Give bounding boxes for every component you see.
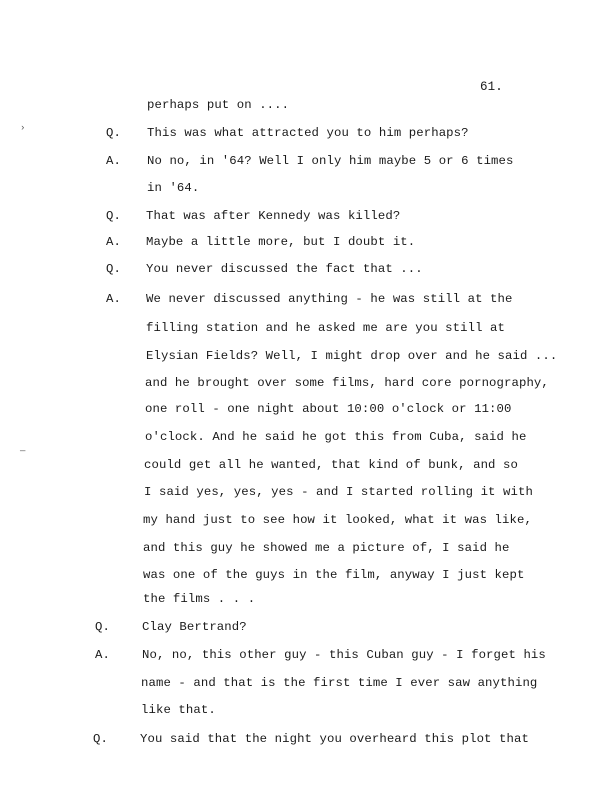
transcript-line: We never discussed anything - he was still at the	[146, 292, 513, 306]
transcript-line: No, no, this other guy - this Cuban guy - I forget his	[142, 648, 546, 662]
speaker-label: Q.	[106, 209, 121, 223]
transcript-line: You never discussed the fact that ...	[146, 262, 423, 276]
speaker-label: A.	[106, 235, 121, 249]
margin-mark: ›	[20, 123, 26, 133]
transcript-line: perhaps put on ....	[147, 98, 290, 112]
transcript-line: was one of the guys in the film, anyway I just kept	[143, 568, 525, 582]
transcript-line: That was after Kennedy was killed?	[146, 209, 401, 223]
transcript-line: Maybe a little more, but I doubt it.	[146, 235, 416, 249]
speaker-label: A.	[106, 292, 121, 306]
transcript-line: one roll - one night about 10:00 o'clock or 11:00	[145, 402, 512, 416]
transcript-line: and this guy he showed me a picture of, I said he	[143, 541, 510, 555]
transcript-line: and he brought over some films, hard core pornography,	[145, 376, 549, 390]
transcript-line: I said yes, yes, yes - and I started rolling it with	[144, 485, 533, 499]
transcript-line: the films . . .	[143, 592, 256, 606]
page-number: 61.	[480, 80, 503, 94]
speaker-label: Q.	[106, 126, 121, 140]
transcript-line: in '64.	[147, 181, 200, 195]
transcript-line: Elysian Fields? Well, I might drop over and he said ...	[146, 349, 558, 363]
transcript-line: o'clock. And he said he got this from Cuba, said he	[145, 430, 527, 444]
speaker-label: A.	[106, 154, 121, 168]
speaker-label: Q.	[95, 620, 110, 634]
transcript-line: my hand just to see how it looked, what it was like,	[143, 513, 532, 527]
transcript-line: name - and that is the first time I ever saw anything	[141, 676, 538, 690]
transcript-line: No no, in '64? Well I only him maybe 5 or 6 times	[147, 154, 514, 168]
speaker-label: A.	[95, 648, 110, 662]
transcript-line: could get all he wanted, that kind of bunk, and so	[144, 458, 518, 472]
transcript-line: Clay Bertrand?	[142, 620, 247, 634]
speaker-label: Q.	[106, 262, 121, 276]
speaker-label: Q.	[93, 732, 108, 746]
transcript-line: You said that the night you overheard this plot that	[140, 732, 529, 746]
margin-mark: —	[20, 446, 26, 456]
transcript-line: like that.	[141, 703, 216, 717]
transcript-line: This was what attracted you to him perhaps?	[147, 126, 469, 140]
transcript-line: filling station and he asked me are you still at	[146, 321, 506, 335]
